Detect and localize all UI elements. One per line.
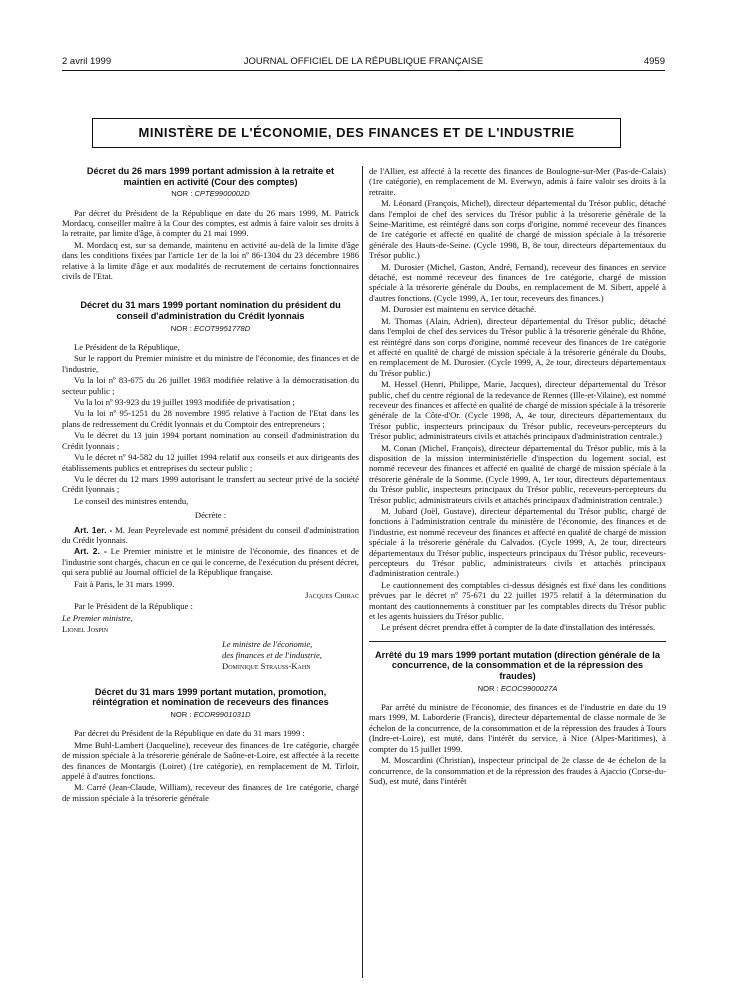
paragraph: Vu le décret du 13 juin 1994 portant nomination au conseil d'administration du Crédit lyonnais ; — [62, 430, 359, 451]
paragraph: M. Moscardini (Christian), inspecteur principal de 2e classe de 4e échelon de la concurrence, de la consommation et de la répression des fraudes à Ajaccio (Corse-du-Sud), est muté, dans l'intérêt — [369, 755, 666, 786]
minister-name: Dominique Strauss-Kahn — [222, 661, 311, 672]
paragraph: Le Président de la République, — [74, 342, 180, 353]
nor-label: NOR : — [477, 683, 499, 693]
ministry-banner: MINISTÈRE DE L'ÉCONOMIE, DES FINANCES ET DE L'INDUSTRIE — [92, 118, 621, 148]
paragraph: M. Conan (Michel, François), directeur départemental du Trésor public, mis à la disposition de la mission interministérielle d'inspection du logement social, est nommé receveur des finances et affecté en qualité de chargé de mission spéciale à la trésorerie générale de la Somme. (Cycle 1999, A, 1er tour, directeurs départementaux du Trésor public, inspecteurs principaux du Trésor public, receveurs-percepteurs du Trésor public, administrateurs civils et attachés principaux d'administration centrale.) — [369, 442, 666, 505]
nor-code: ECOT9951778D — [194, 323, 251, 333]
decree-1-title: Décret du 26 mars 1999 portant admission à la retraite et maintien en activité (Cour des comptes) — [86, 166, 335, 187]
nor-code: CPTE9900002D — [194, 189, 250, 199]
paragraph: M. Carré (Jean-Claude, William), receveur des finances de 1re catégorie, chargé de mission spéciale à la trésorerie générale — [62, 782, 359, 803]
paragraph: Le conseil des ministres entendu, — [74, 495, 189, 506]
paragraph: M. Thomas (Alain, Adrien), directeur départemental du Trésor public, détaché dans l'emploi de chef des services du Trésor public à la trésorerie générale du Rhône, est réintégré dans son corps d'origine, nommé receveur des finances de 1re catégorie et affecté en qualité de chargé de mission spéciale à la trésorerie générale du Doubs, en remplacement de M. Durosier. (Cycle 1999, A, 2e tour, directeurs départementaux du Trésor public.) — [369, 315, 666, 378]
paragraph: Le cautionnement des comptables ci-dessus désignés est fixé dans les conditions prévues par le décret nº 75-671 du 22 juillet 1975 relatif à la détermination du montant des cautionnements à constituer par les comptables directs du Trésor public et les agents huissiers du Trésor public. — [369, 579, 666, 622]
nor-label: NOR : — [170, 710, 192, 719]
article-2 — [62, 546, 359, 577]
minister-title-2: des finances et de l'industrie, — [222, 650, 322, 660]
paragraph: M. Durosier est maintenu en service détaché. — [381, 304, 537, 315]
article-1 — [62, 525, 359, 546]
paragraph: M. Léonard (François, Michel), directeur départemental du Trésor public, détaché dans l'emploi de chef des services du Trésor public à la trésorerie générale de la Seine-Maritime, est réintégré dans son corps d'origine, nommé receveur des finances de 1re catégorie et affecté en qualité de chargé de mission spéciale à la trésorerie générale des Hauts-de-Seine. (Cycle 1998, B, 8e tour, directeurs départementaux du Trésor public.) — [369, 198, 666, 261]
left-column — [62, 166, 359, 804]
pm-name: Lionel Jospin — [62, 624, 109, 635]
journal-title: JOURNAL OFFICIEL DE LA RÉPUBLIQUE FRANÇAISE — [243, 56, 484, 67]
par-le-president: Par le Président de la République : — [74, 601, 193, 612]
pm-title: Le Premier ministre, — [62, 612, 133, 623]
paragraph: M. Durosier (Michel, Gaston, André, Fernand), receveur des finances en service détaché, est nommé receveur des finances de 1re catégorie, chargé de mission spéciale à la trésorerie générale du Doubs, en remplacement de M. Sibert, appelé à d'autres fonctions. (Cycle 1999, A, 1er tour, receveurs des finances.) — [369, 261, 666, 303]
page-number: 4959 — [643, 56, 665, 67]
nor-code: ECOR9901031D — [193, 710, 251, 719]
paragraph: Par décret du Président de la République en date du 26 mars 1999, M. Patrick Mordacq, conseiller maître à la Cour des comptes, est admis à faire valoir ses droits à la retraite, par limite d'âge, à compter du 21 mai 1999. — [62, 207, 359, 239]
page-header — [62, 56, 665, 70]
arrete-nor — [369, 684, 666, 694]
decree-2-title: Décret du 31 mars 1999 portant nomination du président du conseil d'administration du Crédit lyonnais — [80, 300, 341, 322]
right-column — [369, 166, 666, 787]
paragraph: Le présent décret prendra effet à compter de la date d'installation des intéressés. — [381, 622, 656, 633]
article-label: Art. 1er. - — [74, 524, 113, 535]
paragraph: M. Hessel (Henri, Philippe, Marie, Jacques), directeur départemental du Trésor public, chef du centre régional de la redevance de Rennes (Ille-et-Vilaine), est nommé receveur des finances et affecté en qualité de chargé de mission spéciale à la trésorerie générale de la Côte-d'Or. (Cycle 1998, A, 4e tour, directeurs départementaux du Trésor public, inspecteurs principaux du Trésor public, receveurs-percepteurs du Trésor public, administrateurs civils et attachés principaux d'administration centrale.) — [369, 379, 666, 442]
paragraph: M. Jubard (Joël, Gustave), directeur départemental du Trésor public, chargé de fonctions à l'administration centrale du ministère de l'économie, des finances et de l'industrie, est nommé receveur des finances et affecté en qualité de chargé de mission spéciale à la trésorerie générale du Calvados. (Cycle 1999, A, 2e tour, directeurs départementaux du Trésor public, inspecteurs principaux du Trésor public, receveurs-percepteurs du Trésor public, administrateurs civils et attachés principaux d'administration centrale.) — [369, 506, 666, 579]
decree-2-nor — [62, 324, 359, 334]
article-text: M. Jean Peyrelevade est nommé président du conseil d'administration du Crédit lyonnais. — [62, 524, 359, 545]
issue-date: 2 avril 1999 — [62, 56, 112, 67]
arrete-title: Arrêté du 19 mars 1999 portant mutation (direction générale de la concurrence, de la consommation et de la répression des fraudes) — [375, 649, 660, 682]
fait-a-paris: Fait à Paris, le 31 mars 1999. — [74, 578, 175, 589]
paragraph: Sur le rapport du Premier ministre et du ministre de l'économie, des finances et de l'industrie, — [62, 353, 359, 374]
article-label: Art. 2. - — [74, 546, 107, 557]
article-text: Le Premier ministre et le ministre de l'économie, des finances et de l'industrie sont chargés, chacun en ce qui le concerne, de l'exécution du présent décret, qui sera publié au Journal officiel de la République française. — [62, 546, 359, 578]
section-rule — [369, 641, 666, 642]
paragraph: Par arrêté du ministre de l'économie, des finances et de l'industrie en date du 19 mars 1999, M. Laborderie (Francis), directeur départemental de classe normale de 3e échelon de la concurrence, de la consommation et de la répression des fraudes à Tours (Indre-et-Loire), est muté, dans l'intérêt du service, à Nice (Alpes-Maritimes), à compter du 15 juillet 1999. — [369, 702, 666, 754]
paragraph: Vu la loi nº 95-1251 du 28 novembre 1995 relative à l'action de l'Etat dans les plans de redressement du Crédit lyonnais et du Comptoir des entrepreneurs ; — [62, 408, 359, 429]
paragraph: de l'Allier, est affecté à la recette des finances de Boulogne-sur-Mer (Pas-de-Calais) (1re catégorie), en remplacement de M. Everwyn, admis à faire valoir ses droits à la retraite. — [369, 166, 666, 197]
nor-label: NOR : — [171, 189, 193, 199]
paragraph: Vu la loi nº 93-923 du 19 juillet 1993 modifiée de privatisation ; — [74, 397, 295, 408]
decree-3-title: Décret du 31 mars 1999 portant mutation, promotion, réintégration et nomination de receveurs des finances — [92, 686, 329, 708]
paragraph: Vu le décret du 12 mars 1999 autorisant le transfert au secteur privé de la société Crédit lyonnais ; — [62, 473, 359, 495]
header-rule — [62, 70, 665, 71]
nor-label: NOR : — [170, 323, 192, 333]
signature-president: Jacques Chirac — [305, 589, 359, 600]
decrete: Décrète : — [194, 510, 227, 521]
minister-title-1: Le ministre de l'économie, — [222, 638, 313, 649]
decree-1-nor — [62, 189, 359, 199]
paragraph: Vu le décret nº 94-582 du 12 juillet 1994 relatif aux conseils et aux dirigeants des établissements publics et entreprises du secteur public ; — [62, 452, 359, 473]
column-divider — [362, 166, 363, 978]
paragraph: M. Mordacq est, sur sa demande, maintenu en activité au-delà de la limite d'âge dans les conditions fixées par l'article 1er de la loi nº 86-1304 du 23 décembre 1986 relative à la limite d'âge et aux modalités de recrutement de certains fonctionnaires civils de l'Etat. — [62, 239, 359, 282]
nor-code: ECOC9900027A — [500, 683, 558, 693]
paragraph: Vu la loi nº 83-675 du 26 juillet 1983 modifiée relative à la démocratisation du secteur public ; — [62, 375, 359, 396]
paragraph: Mme Buhl-Lambert (Jacqueline), receveur des finances de 1re catégorie, chargée de mission spéciale à la trésorerie générale de Saône-et-Loire, est affectée à la recette des finances de Montargis (Loiret) (1re catégorie), en remplacement de M. Tirloir, appelé à d'autres fonctions. — [62, 739, 359, 782]
paragraph: Par décret du Président de la République en date du 31 mars 1999 : — [74, 728, 305, 739]
decree-3-nor — [62, 710, 359, 720]
